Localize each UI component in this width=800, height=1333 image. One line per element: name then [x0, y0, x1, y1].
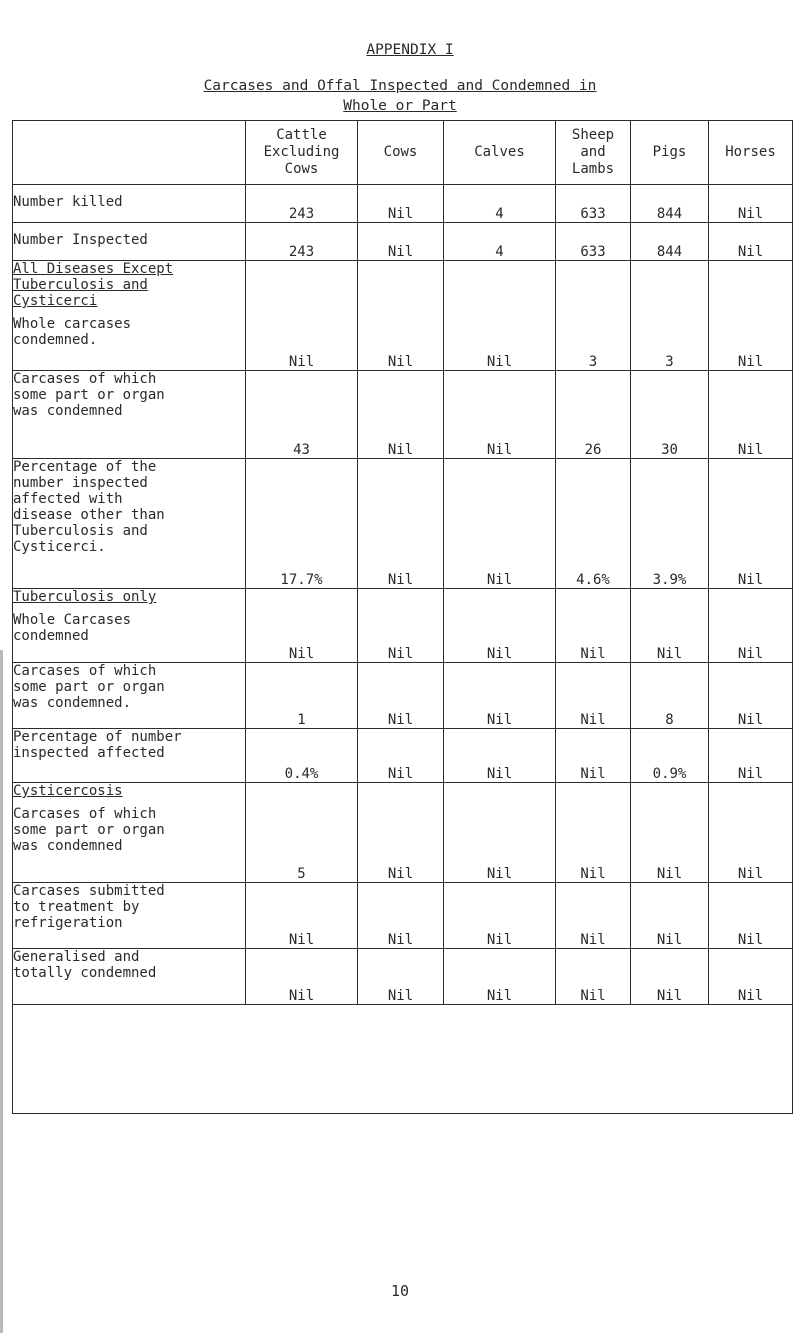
title-line-1: Carcases and Offal Inspected and Condemned in	[203, 78, 597, 94]
blank-cell	[13, 1005, 793, 1114]
table-cell: Nil	[444, 459, 556, 589]
col-header-pigs: Pigs	[631, 121, 709, 185]
row-label-text: Carcases submitted to treatment by refrigeration	[13, 883, 165, 931]
table-cell: 26	[556, 371, 631, 459]
table-cell: Nil	[709, 185, 793, 223]
table-row	[13, 589, 793, 663]
table-cell: Nil	[444, 949, 556, 1005]
table-cell: Nil	[358, 185, 444, 223]
table-cell: 844	[631, 185, 709, 223]
table-row	[13, 729, 793, 783]
table-cell: 0.9%	[631, 729, 709, 783]
table-cell: 4.6%	[556, 459, 631, 589]
col-header-calves: Calves	[444, 121, 556, 185]
table-cell: Nil	[709, 371, 793, 459]
table-cell: 3	[631, 261, 709, 371]
table-cell: Nil	[246, 949, 358, 1005]
row-label-text: Percentage of number inspected affected	[13, 729, 182, 761]
row-label	[13, 459, 246, 589]
table-cell: Nil	[709, 949, 793, 1005]
row-label	[13, 185, 246, 223]
blank-row	[13, 1005, 793, 1114]
table-cell: 243	[246, 185, 358, 223]
table-cell: Nil	[246, 589, 358, 663]
table-cell: 4	[444, 223, 556, 261]
col-header-cows: Cows	[358, 121, 444, 185]
table-cell: Nil	[444, 663, 556, 729]
col-header-cattle: Cattle Excluding Cows	[246, 121, 358, 185]
table-row	[13, 371, 793, 459]
table-cell: Nil	[709, 663, 793, 729]
table-cell: Nil	[709, 783, 793, 883]
table-cell: Nil	[444, 371, 556, 459]
table-cell: Nil	[444, 883, 556, 949]
table-cell: Nil	[556, 729, 631, 783]
table-cell: Nil	[246, 883, 358, 949]
table-row	[13, 185, 793, 223]
table-row	[13, 459, 793, 589]
table-cell: 4	[444, 185, 556, 223]
row-label	[13, 223, 246, 261]
table-cell: 633	[556, 223, 631, 261]
table-row	[13, 783, 793, 883]
row-label	[13, 371, 246, 459]
scan-edge-shadow	[0, 650, 3, 1333]
table-cell: Nil	[556, 883, 631, 949]
section-subheading: Cysticercosis	[13, 783, 123, 799]
table-cell: Nil	[246, 261, 358, 371]
page-number: 10	[390, 1282, 410, 1300]
table-cell: Nil	[358, 459, 444, 589]
row-label	[13, 729, 246, 783]
table-cell: Nil	[358, 589, 444, 663]
table-cell: 243	[246, 223, 358, 261]
section-subheading: All Diseases Except Tuberculosis and Cysticerci	[13, 261, 174, 309]
table-cell: Nil	[358, 663, 444, 729]
table-cell: Nil	[444, 783, 556, 883]
table-cell: Nil	[709, 589, 793, 663]
row-label-text: Generalised and totally condemned	[13, 949, 157, 981]
table-cell: 5	[246, 783, 358, 883]
table-cell: Nil	[358, 883, 444, 949]
table-cell: 30	[631, 371, 709, 459]
row-label-text: Carcases of which some part or organ was condemned	[13, 371, 165, 419]
table-row	[13, 663, 793, 729]
section-subheading: Tuberculosis only	[13, 589, 157, 605]
table-cell: Nil	[631, 883, 709, 949]
row-label	[13, 883, 246, 949]
col-header-sheep-lambs: Sheep and Lambs	[556, 121, 631, 185]
table-row	[13, 261, 793, 371]
table-cell: Nil	[631, 949, 709, 1005]
header-corner	[13, 121, 246, 185]
table-cell: Nil	[444, 261, 556, 371]
table-cell: 3.9%	[631, 459, 709, 589]
row-label	[13, 663, 246, 729]
table-cell: Nil	[444, 589, 556, 663]
table-cell: Nil	[556, 663, 631, 729]
table-cell: Nil	[358, 729, 444, 783]
table-cell: Nil	[358, 223, 444, 261]
table-cell: Nil	[358, 949, 444, 1005]
row-label	[13, 589, 246, 663]
table-cell: Nil	[556, 949, 631, 1005]
row-label-text: Carcases of which some part or organ was condemned	[13, 806, 165, 854]
table-cell: Nil	[631, 589, 709, 663]
table-cell: 8	[631, 663, 709, 729]
col-header-horses: Horses	[709, 121, 793, 185]
table-row	[13, 883, 793, 949]
table-cell: Nil	[709, 459, 793, 589]
row-label-text: Number killed	[13, 194, 123, 210]
table-row	[13, 223, 793, 261]
row-label-text: Percentage of the number inspected affected with disease other than Tuberculosis and Cysticerci.	[13, 459, 165, 555]
table-cell: Nil	[709, 729, 793, 783]
header-row	[13, 121, 793, 185]
appendix-heading: APPENDIX I	[366, 42, 454, 58]
table-cell: 17.7%	[246, 459, 358, 589]
table-cell: Nil	[709, 261, 793, 371]
table-cell: 3	[556, 261, 631, 371]
table-cell: Nil	[709, 883, 793, 949]
table-cell: Nil	[709, 223, 793, 261]
table-cell: 1	[246, 663, 358, 729]
table-cell: Nil	[444, 729, 556, 783]
row-label	[13, 261, 246, 371]
table-cell: Nil	[358, 783, 444, 883]
table-row	[13, 949, 793, 1005]
table-cell: 43	[246, 371, 358, 459]
table-cell: Nil	[631, 783, 709, 883]
table-cell: Nil	[556, 783, 631, 883]
row-label-text: Number Inspected	[13, 232, 148, 248]
title-line-2: Whole or Part	[343, 98, 457, 114]
table-cell: 844	[631, 223, 709, 261]
table-cell: Nil	[556, 589, 631, 663]
row-label-text: Whole Carcases condemned	[13, 612, 132, 644]
table-cell: 0.4%	[246, 729, 358, 783]
carcase-inspection-table	[12, 120, 793, 1114]
row-label-text: Carcases of which some part or organ was condemned.	[13, 663, 165, 711]
row-label-text: Whole carcases condemned.	[13, 316, 132, 348]
table-cell: Nil	[358, 371, 444, 459]
row-label	[13, 949, 246, 1005]
row-label	[13, 783, 246, 883]
table-cell: 633	[556, 185, 631, 223]
table-cell: Nil	[358, 261, 444, 371]
